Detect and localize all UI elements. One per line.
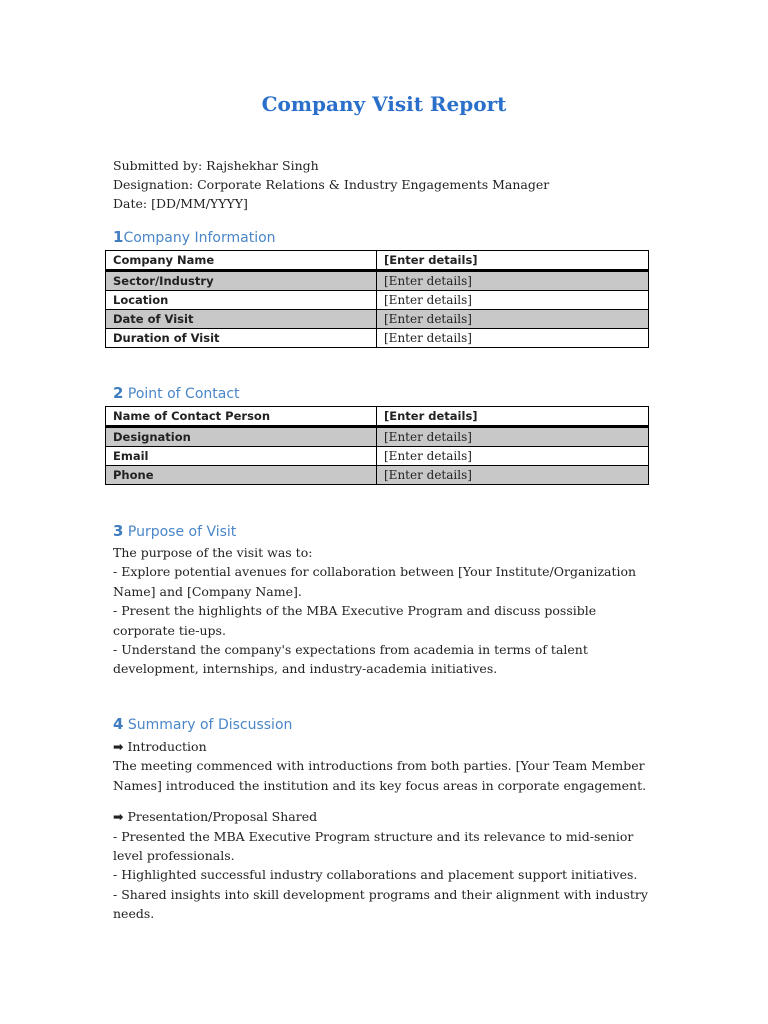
bullet-line: - Understand the company's expectations from academia in terms of talent development, internships, and industry-academia initiatives. [113, 642, 588, 677]
spacer [113, 795, 658, 807]
section-heading-company-information [113, 228, 276, 246]
paragraph: The meeting commenced with introductions from both parties. [Your Team Member Names] introduced the institution and its key focus areas in corporate engagement. [113, 758, 647, 793]
table-row [106, 466, 649, 485]
row-value: [Enter details] [377, 310, 649, 329]
table-row [106, 310, 649, 329]
row-label: Duration of Visit [106, 329, 377, 348]
report-meta [113, 156, 549, 213]
row-value: [Enter details] [377, 329, 649, 348]
arrow-right-icon: ➡ [113, 739, 124, 754]
table-row [106, 271, 649, 291]
row-value: [Enter details] [377, 271, 649, 291]
row-label: Phone [106, 466, 377, 485]
row-label: Company Name [106, 251, 377, 271]
table-row [106, 427, 649, 447]
summary-of-discussion-text [113, 737, 658, 924]
row-label: Date of Visit [106, 310, 377, 329]
table-row [106, 291, 649, 310]
row-value: [Enter details] [377, 407, 649, 427]
subheading-presentation [113, 807, 658, 826]
date-line: Date: [DD/MM/YYYY] [113, 196, 248, 211]
point-of-contact-table [105, 406, 649, 485]
row-label: Designation [106, 427, 377, 447]
bullet-line: - Shared insights into skill development programs and their alignment with industry needs. [113, 886, 648, 922]
subheading-label: Presentation/Proposal Shared [123, 809, 318, 825]
row-label: Sector/Industry [106, 271, 377, 291]
report-title: Company Visit Report [261, 92, 507, 116]
section-number: 1 [113, 228, 124, 246]
purpose-of-visit-text [113, 543, 658, 679]
row-label: Name of Contact Person [106, 407, 377, 427]
row-value: [Enter details] [377, 466, 649, 485]
bullet-line: - Explore potential avenues for collaboration between [Your Institute/Organization Name] and [Company Name]. [113, 564, 637, 599]
table-row [106, 329, 649, 348]
table-row [106, 251, 649, 271]
bullet-line: - Present the highlights of the MBA Executive Program and discuss possible corporate tie-ups. [113, 603, 597, 638]
row-value: [Enter details] [377, 291, 649, 310]
section-heading-summary-of-discussion [113, 715, 292, 733]
row-value: [Enter details] [377, 251, 649, 271]
table-row [106, 447, 649, 466]
section-title: Purpose of Visit [123, 524, 237, 540]
subheading-introduction [113, 737, 658, 756]
section-number: 3 [113, 522, 124, 540]
designation-line: Designation: Corporate Relations & Industry Engagements Manager [113, 177, 550, 192]
bullet-line: - Highlighted successful industry collaborations and placement support initiatives. [113, 867, 638, 883]
section-heading-point-of-contact [113, 384, 240, 402]
subheading-label: Introduction [123, 739, 207, 754]
table-row [106, 407, 649, 427]
arrow-right-icon: ➡ [113, 809, 124, 825]
row-value: [Enter details] [377, 427, 649, 447]
row-label: Email [106, 447, 377, 466]
bullet-line: - Presented the MBA Executive Program structure and its relevance to mid-senior level professionals. [113, 828, 634, 864]
section-title: Point of Contact [123, 386, 240, 402]
row-label: Location [106, 291, 377, 310]
section-number: 2 [113, 384, 124, 402]
section-title: Summary of Discussion [123, 717, 293, 733]
paragraph: The purpose of the visit was to: [113, 545, 313, 560]
row-value: [Enter details] [377, 447, 649, 466]
company-information-table [105, 250, 649, 348]
section-heading-purpose-of-visit [113, 522, 236, 540]
section-number: 4 [113, 715, 124, 733]
submitted-by: Submitted by: Rajshekhar Singh [113, 158, 319, 173]
section-title: Company Information [123, 230, 276, 246]
